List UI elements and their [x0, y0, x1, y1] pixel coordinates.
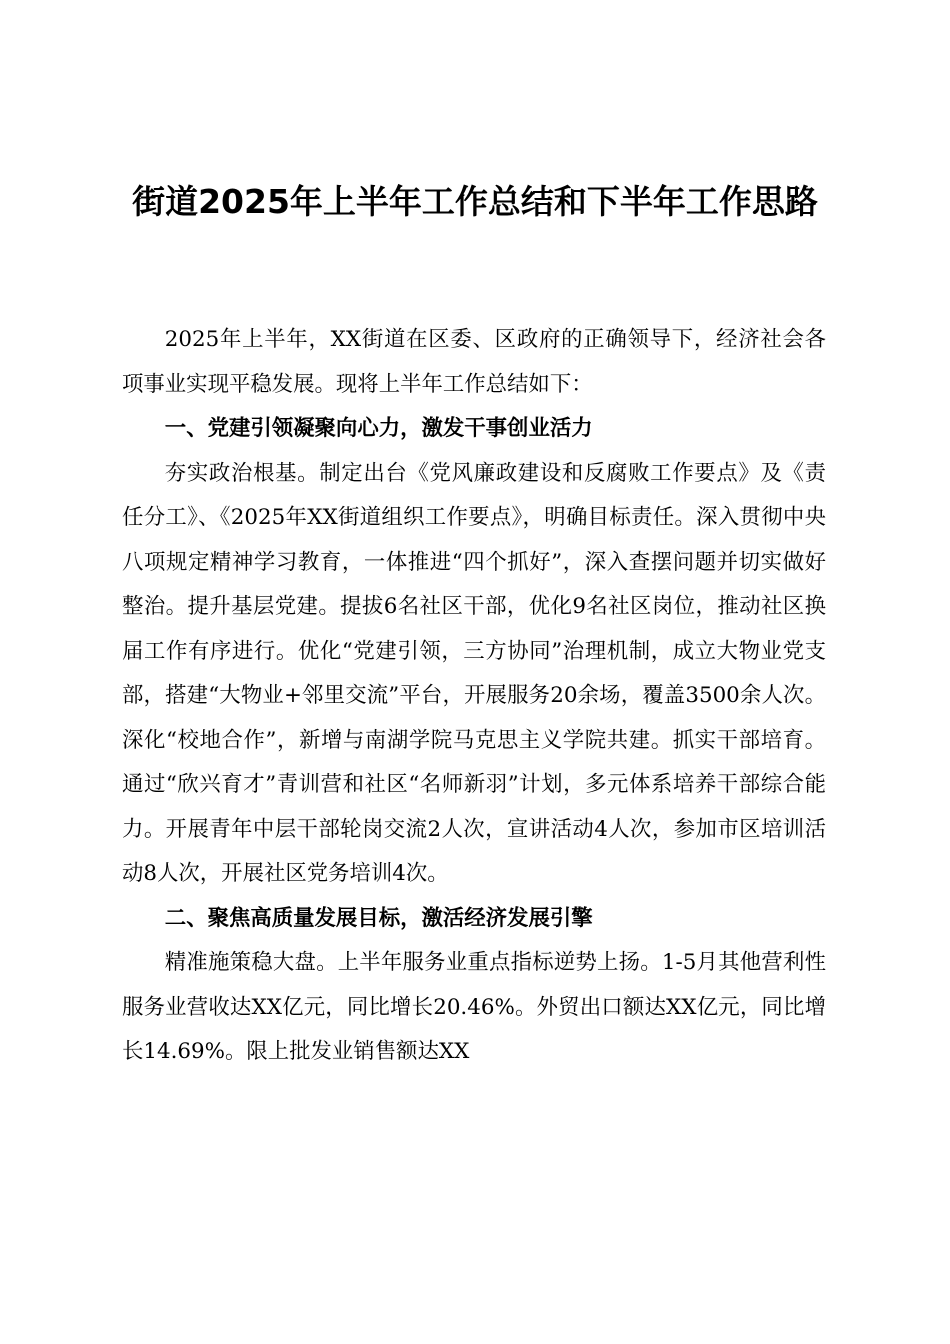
- intro-paragraph: 2025年上半年，XX街道在区委、区政府的正确领导下，经济社会各项事业实现平稳发展。现将上半年工作总结如下：: [122, 327, 826, 397]
- section-2-paragraph: 精准施策稳大盘。上半年服务业重点指标逆势上扬。1-5月其他营利性服务业营收达XX亿元，同比增长20.46%。外贸出口额达XX亿元，同比增长14.69%。限上批发业销售额达XX: [122, 950, 826, 1064]
- document-body: [122, 318, 826, 1075]
- document-title: 街道2025年上半年工作总结和下半年工作思路: [132, 182, 818, 221]
- section-1-heading: 一、党建引领凝聚向心力，激发干事创业活力: [164, 416, 593, 441]
- section-1-paragraph: 夯实政治根基。制定出台《党风廉政建设和反腐败工作要点》及《责任分工》、《2025年XX街道组织工作要点》，明确目标责任。深入贯彻中央八项规定精神学习教育，一体推进“四个抓好”，深入查摆问题并切实做好整治。提升基层党建。提拔6名社区干部，优化9名社区岗位，推动社区换届工作有序进行。优化“党建引领，三方协同”治理机制，成立大物业党支部，搭建“大物业+邻里交流”平台，开展服务20余场，覆盖3500余人次。深化“校地合作”，新增与南湖学院马克思主义学院共建。抓实干部培育。通过“欣兴育才”青训营和社区“名师新羽”计划，多元体系培养干部综合能力。开展青年中层干部轮岗交流2人次，宣讲活动4人次，参加市区培训活动8人次，开展社区党务培训4次。: [122, 460, 826, 886]
- section-2-heading: 二、聚焦高质量发展目标，激活经济发展引擎: [164, 905, 593, 931]
